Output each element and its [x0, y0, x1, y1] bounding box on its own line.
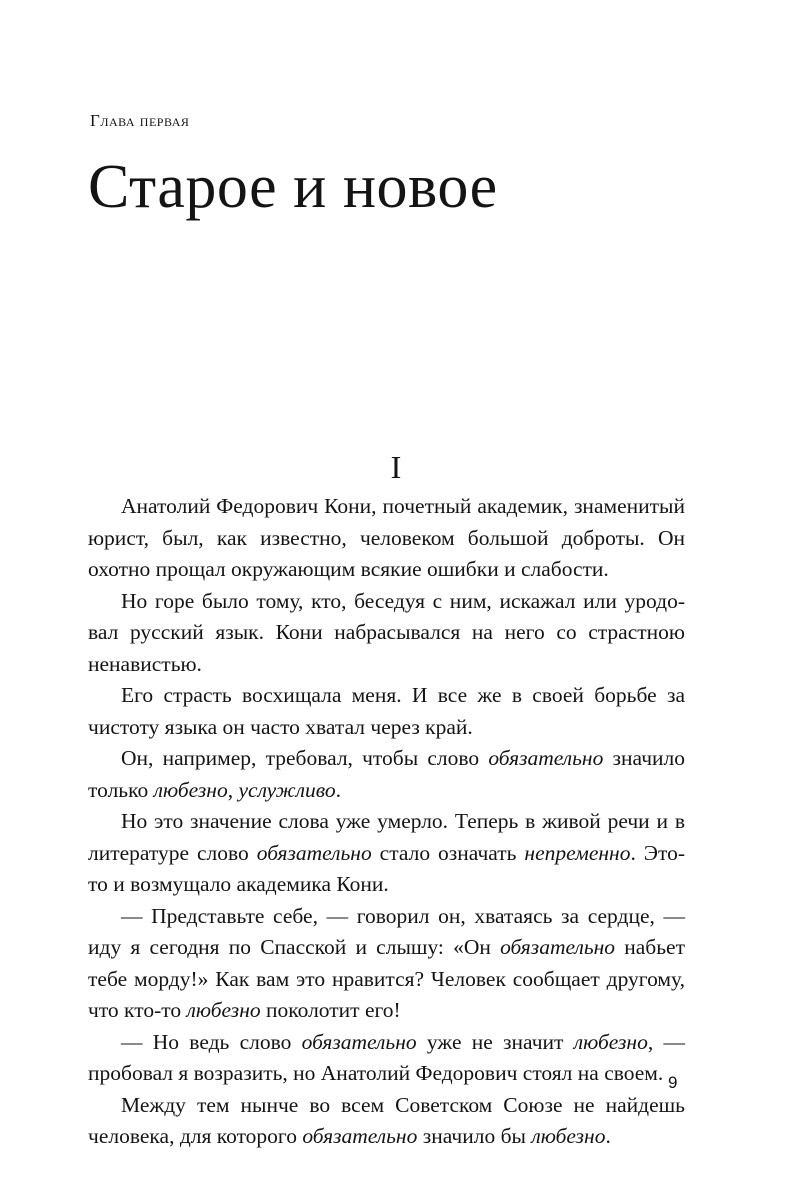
- text-run: — Представьте себе, — говорил он, хватаясь за сердце, — иду я сегодня по Спасской и слышу: «Он: [88, 903, 685, 959]
- chapter-label: Глава первая: [90, 111, 190, 130]
- text-run: — Но ведь слово: [121, 1029, 302, 1054]
- text-run: стало означать: [371, 840, 525, 865]
- paragraph: [88, 680, 685, 743]
- page-number: 9: [668, 1073, 678, 1092]
- text-run: Но горе было тому, кто, беседуя с ним, искажал или уродовал русский язык. Кони набрасывался на него со страстною ненавистью.: [88, 588, 685, 676]
- text-run: набьет тебе морду!» Как вам это нравится? Человек сообщает другому, что кто-то: [88, 935, 685, 1022]
- italic-term: любезно: [186, 998, 261, 1022]
- text-run: Но это значение слова уже умерло. Теперь в живой речи и в литературе слово: [88, 809, 685, 865]
- text-run: значило только: [88, 746, 685, 802]
- italic-term: любезно: [573, 1029, 648, 1054]
- paragraph: [88, 901, 685, 1027]
- italic-term: обязательно: [488, 746, 604, 770]
- chapter-title: Старое и новое: [88, 153, 498, 221]
- paragraph: [88, 806, 685, 901]
- italic-term: любезно: [153, 777, 228, 802]
- italic-term: обязательно: [256, 840, 372, 865]
- italic-term: любезно: [531, 1124, 606, 1148]
- text-run: Его страсть восхищала меня. И все же в своей борьбе за чистоту языка он часто хватал через край.: [88, 683, 685, 739]
- body-text: [88, 491, 685, 1153]
- italic-term: непременно: [524, 840, 631, 865]
- paragraph: [88, 491, 685, 586]
- text-run: Анатолий Федорович Кони, почетный академик, знаменитый юрист, был, как известно, человеком большой доброты. Он охотно прощал окружающим всякие ошибки и слабости.: [88, 494, 685, 581]
- italic-term: обязательно: [302, 1124, 418, 1148]
- text-run: значило бы: [417, 1124, 532, 1148]
- section-number: I: [390, 449, 402, 485]
- text-run: .: [335, 777, 341, 802]
- text-run: . Это-то и возмущало академика Кони.: [88, 840, 686, 896]
- italic-term: обязательно: [500, 935, 616, 959]
- paragraph: [88, 743, 685, 806]
- text-run: .: [605, 1124, 611, 1148]
- paragraph: [88, 1090, 685, 1153]
- paragraph: [88, 586, 685, 681]
- text-run: , — пробовал я возразить, но Анатолий Федорович стоял на своем.: [88, 1029, 685, 1085]
- text-run: поколотит его!: [260, 998, 401, 1022]
- text-run: Между тем нынче во всем Советском Союзе не найдешь человека, для которого: [88, 1092, 685, 1148]
- text-run: ,: [227, 777, 239, 802]
- paragraph: [88, 1027, 685, 1090]
- text-run: Он, например, требовал, чтобы слово: [121, 746, 489, 770]
- italic-term: обязательно: [301, 1029, 417, 1054]
- text-run: уже не значит: [416, 1029, 574, 1054]
- italic-term: услужливо: [238, 777, 336, 802]
